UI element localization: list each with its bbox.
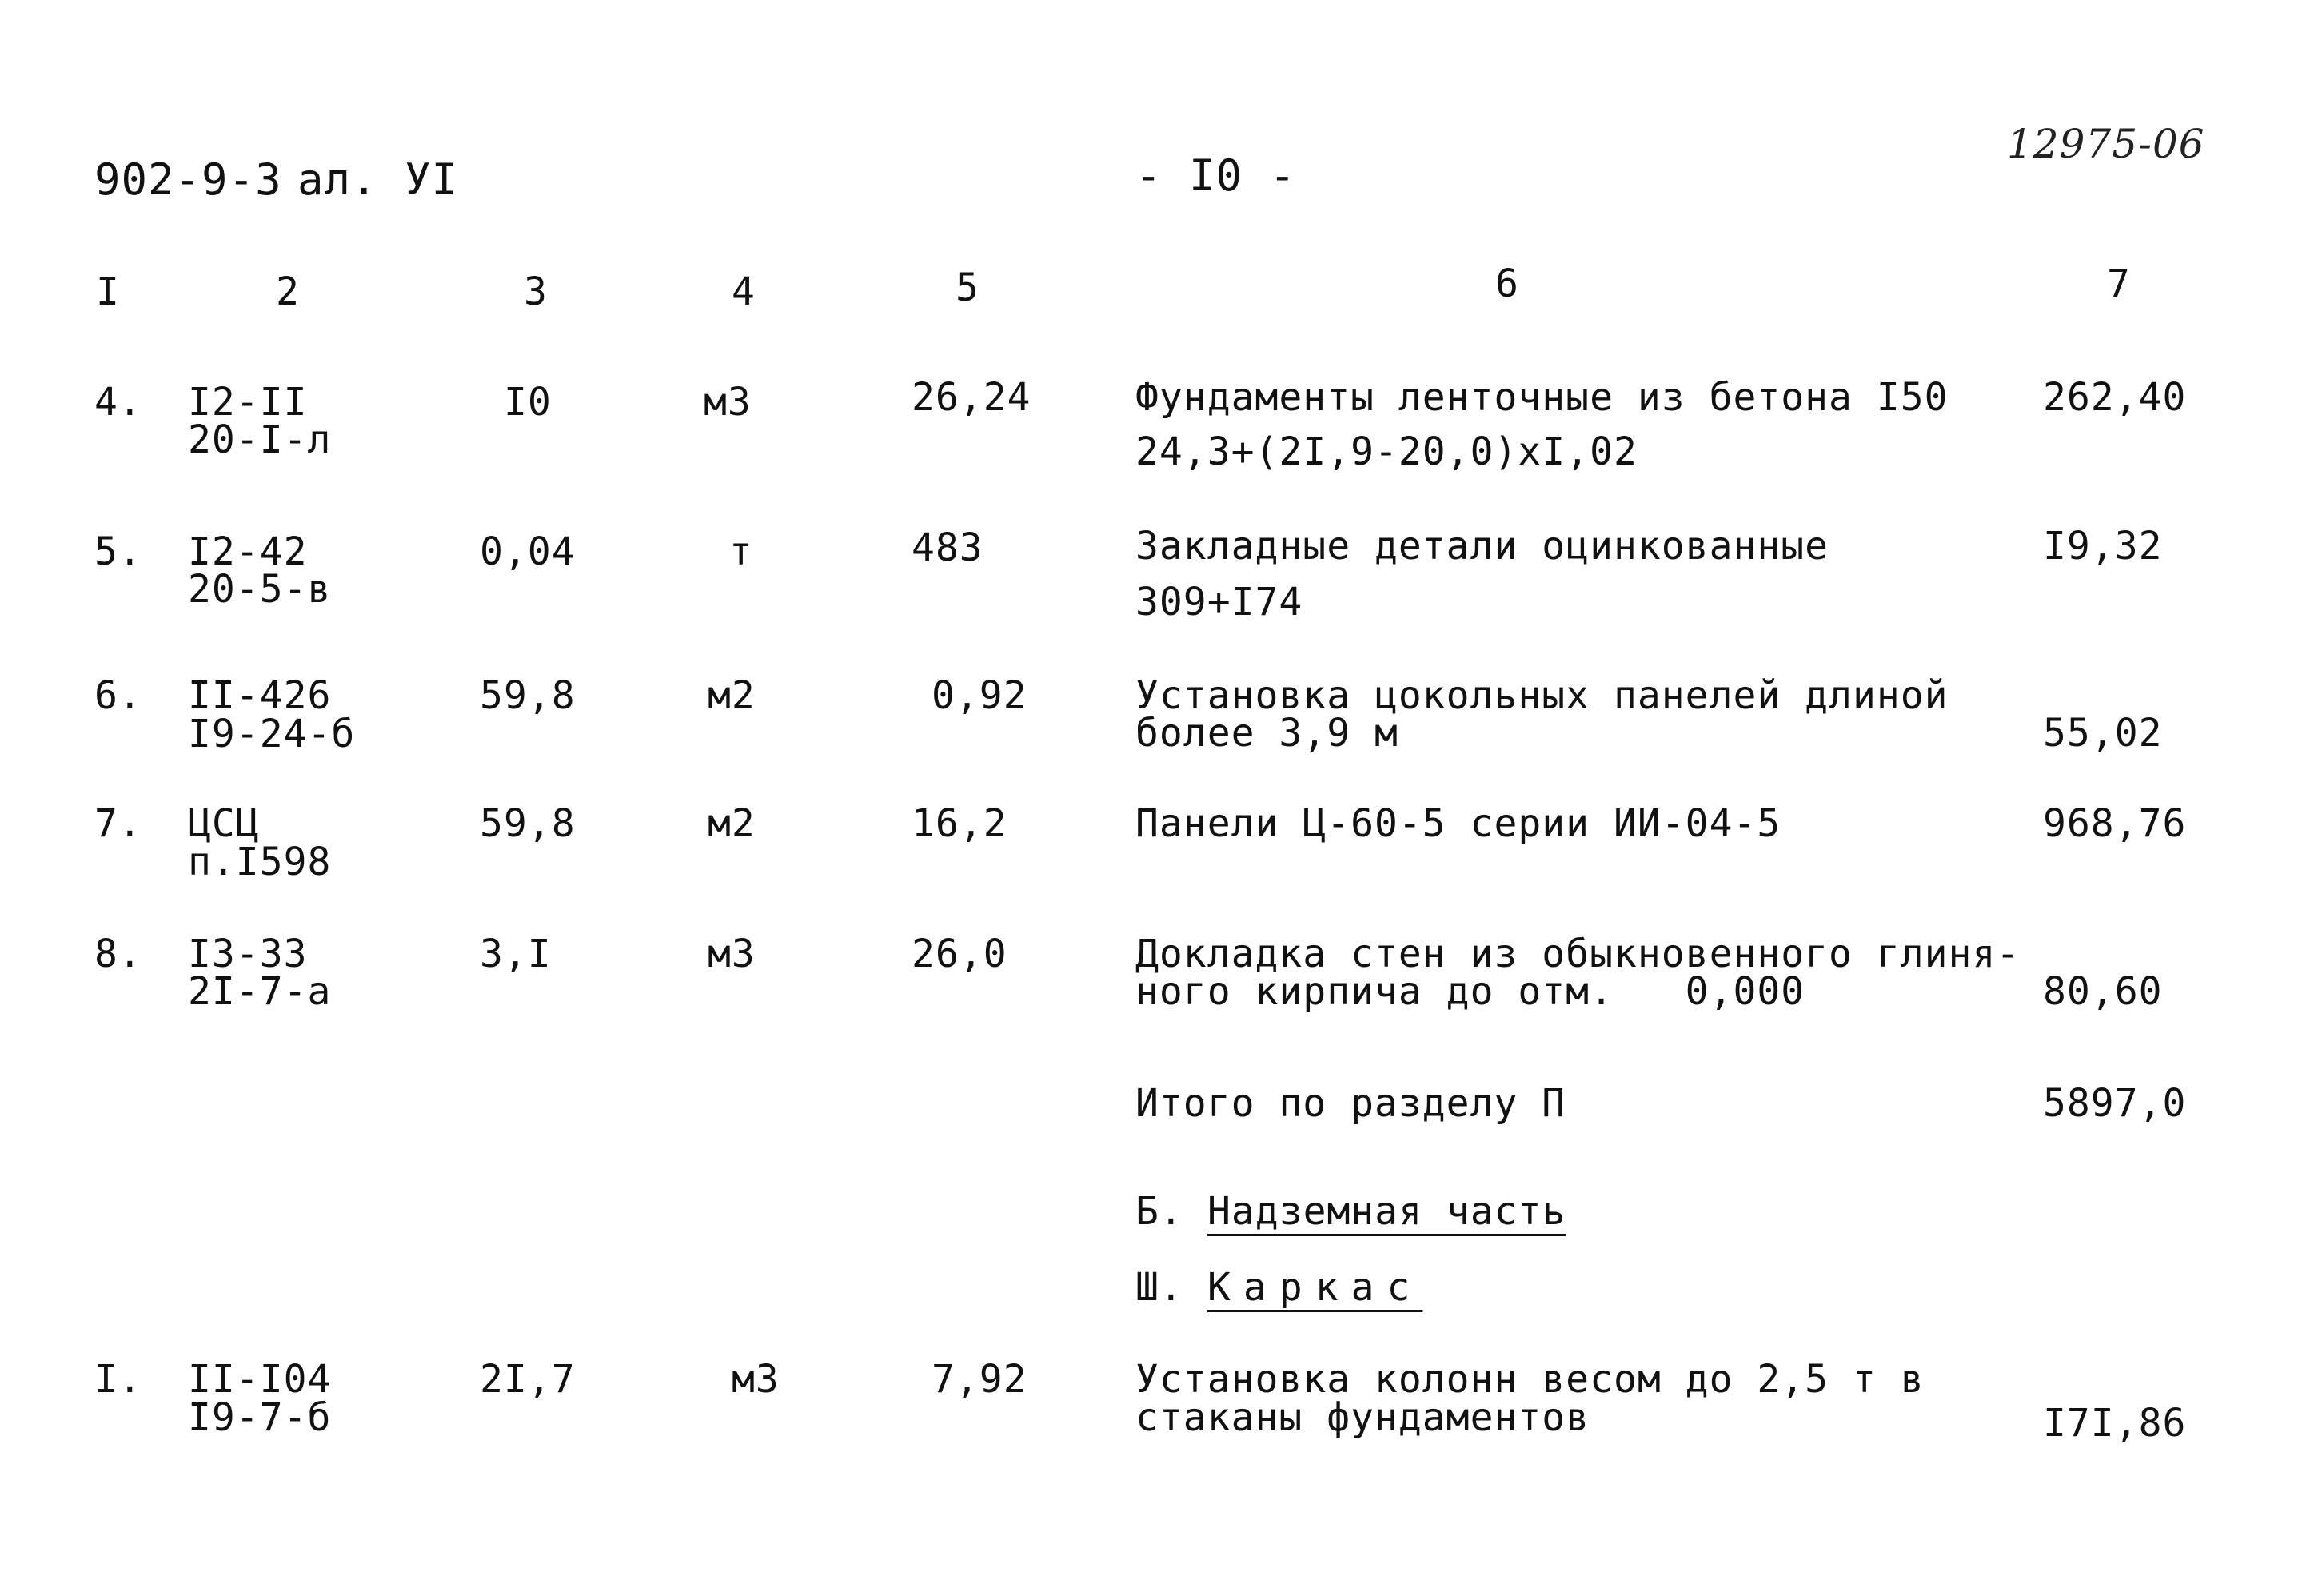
row-description-line1: Закладные детали оцинкованные: [1135, 524, 1829, 569]
row-price: 26,24: [912, 375, 1031, 420]
row-description-line1: Панели Ц-60-5 серии ИИ-04-5: [1135, 801, 1781, 846]
row-price: 16,2: [912, 801, 1007, 846]
row-quantity: 59,8: [480, 801, 576, 846]
row-description-line2: 24,3+(2I,9-20,0)хI,02: [1135, 429, 1638, 474]
row-quantity: 0,04: [480, 529, 576, 574]
row-code-line2: 20-I-л: [188, 417, 332, 462]
row-code-line1: I2-42: [188, 529, 308, 574]
column-header-5: 5: [956, 265, 979, 310]
row-code-line2: п.I598: [188, 840, 332, 884]
row-total: 968,76: [2043, 801, 2187, 846]
column-header-1: I: [96, 269, 120, 314]
row-number: 8.: [94, 932, 142, 976]
row-price: 0,92: [932, 673, 1027, 718]
section-total-value: 5897,0: [2043, 1081, 2187, 1126]
subheading-prefix-3: Ш.: [1135, 1265, 1183, 1310]
row-total: 55,02: [2043, 711, 2163, 756]
row-code-line1: II-426: [188, 673, 332, 718]
row-code-line2: I9-7-б: [188, 1395, 332, 1440]
row-description-line1: Докладка стен из обыкновенного глиня-: [1135, 932, 2021, 976]
page-number: - I0 -: [1135, 150, 1297, 201]
row-code-line2: 2I-7-а: [188, 969, 332, 1014]
column-header-4: 4: [732, 269, 756, 314]
row-code-line1: I3-33: [188, 932, 308, 976]
row-number: 6.: [94, 673, 142, 718]
row-unit: м2: [708, 673, 756, 718]
row-total: I7I,86: [2043, 1401, 2187, 1446]
row-price: 26,0: [912, 932, 1007, 976]
row-unit: м2: [708, 801, 756, 846]
doc-code: 902-9-3: [94, 154, 282, 205]
row-code-line2: 20-5-в: [188, 567, 332, 612]
row-description-line2: ного кирпича до отм. 0,000: [1135, 969, 1805, 1014]
row-unit: м3: [704, 380, 752, 425]
row-number: 4.: [94, 380, 142, 425]
row-description-line2: 309+I74: [1135, 580, 1303, 624]
column-header-7: 7: [2107, 261, 2131, 306]
section-total-label: Итого по разделу П: [1135, 1081, 1566, 1126]
row-description-line1: Фундаменты ленточные из бетона I50: [1135, 375, 1949, 420]
handwritten-stamp: 12975-06: [2007, 121, 2205, 167]
row-price: 483: [912, 525, 983, 570]
row-description-line1: Установка цокольных панелей длиной: [1135, 673, 1949, 718]
row-unit: м3: [732, 1357, 780, 1402]
subheading-frame: Каркас: [1207, 1265, 1423, 1310]
row-unit: м3: [708, 932, 756, 976]
row-quantity: 2I,7: [480, 1357, 576, 1402]
subheading-prefix-b: Б.: [1135, 1189, 1183, 1234]
row-unit: т: [729, 529, 753, 574]
subheading-above-ground: Надземная часть: [1207, 1189, 1566, 1234]
row-code-line2: I9-24-б: [188, 712, 356, 756]
row-quantity: 3,I: [480, 932, 552, 976]
row-number: 7.: [94, 801, 142, 846]
column-header-2: 2: [276, 269, 300, 314]
row-number: 5.: [94, 529, 142, 574]
column-header-6: 6: [1495, 261, 1519, 306]
row-code-line1: ЦСЦ: [188, 801, 260, 846]
row-quantity: I0: [504, 380, 552, 425]
row-total: 262,40: [2043, 375, 2187, 420]
row-description-line1: Установка колонн весом до 2,5 т в: [1135, 1357, 1925, 1402]
row-description-line2: более 3,9 м: [1135, 711, 1398, 756]
row-total: I9,32: [2043, 524, 2163, 569]
column-header-3: 3: [524, 269, 548, 314]
row-total: 80,60: [2043, 969, 2163, 1014]
row-description-line2: стаканы фундаментов: [1135, 1395, 1590, 1440]
row-code-line1: II-I04: [188, 1357, 332, 1402]
album-label: ал. УI: [297, 154, 459, 205]
row-price: 7,92: [932, 1357, 1027, 1402]
row-quantity: 59,8: [480, 673, 576, 718]
row-number: I.: [94, 1357, 142, 1402]
row-code-line1: I2-II: [188, 380, 308, 425]
